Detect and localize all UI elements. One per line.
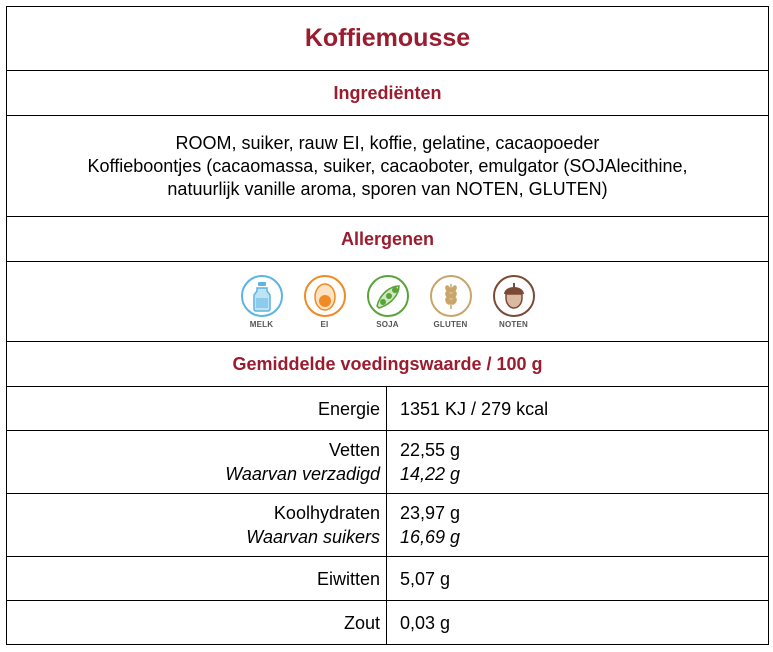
nutrition-label-cell [7,431,387,494]
ingredients-line: ROOM, suiker, rauw EI, koffie, gelatine, cacaopoeder [175,132,600,153]
egg-icon [303,274,347,318]
nutrition-label-cell [7,557,387,601]
nutrition-value: 23,97 g [400,503,461,523]
nutrition-label: Zout [343,612,380,633]
nutrition-sub-value: 16,69 g [400,527,461,547]
title-cell [7,7,769,71]
nutrition-row-energy [7,387,769,431]
allergen-label: NOTEN [499,320,528,329]
product-sheet [6,6,769,645]
nutrition-value: 22,55 g [400,440,461,460]
nutrition-value-cell [387,387,769,431]
nutrition-value: 1351 KJ / 279 kcal [400,398,549,419]
nutrition-row-salt [7,601,769,645]
nutrition-heading-cell [7,342,769,387]
nutrition-label: Koolhydraten [273,503,380,523]
allergen-egg [302,274,348,329]
ingredients-cell [7,116,769,217]
nutrition-row-fat [7,431,769,494]
wheat-icon [429,274,473,318]
ingredients-heading: Ingrediënten [333,82,442,103]
nutrition-sub-value: 14,22 g [400,464,461,484]
nutrition-label: Eiwitten [316,568,380,589]
allergen-icons [239,274,537,329]
nutrition-value-cell [387,557,769,601]
nutrition-sub-label: Waarvan suikers [246,527,380,547]
ingredients-line: natuurlijk vanille aroma, sporen van NOTEN, GLUTEN) [167,178,608,199]
allergen-label: GLUTEN [433,320,468,329]
nutrition-sub-label: Waarvan verzadigd [225,464,380,484]
allergen-nuts [491,274,537,329]
acorn-icon [492,274,536,318]
nutrition-value: 5,07 g [400,568,451,589]
nutrition-value: 0,03 g [400,612,451,633]
allergens-heading: Allergenen [340,228,435,249]
soy-bean-icon [366,274,410,318]
milk-bottle-icon [240,274,284,318]
allergen-label: EI [320,320,329,329]
nutrition-row-carbs [7,494,769,557]
nutrition-label-cell [7,494,387,557]
ingredients-heading-cell [7,71,769,116]
nutrition-label: Vetten [328,440,380,460]
nutrition-value-cell [387,431,769,494]
product-title: Koffiemousse [304,24,471,52]
allergens-heading-cell [7,217,769,262]
allergen-label: MELK [249,320,274,329]
nutrition-label-cell [7,387,387,431]
nutrition-heading: Gemiddelde voedingswaarde / 100 g [232,353,543,374]
allergens-cell [7,262,769,342]
nutrition-value-cell [387,494,769,557]
nutrition-value-cell [387,601,769,645]
allergen-label: SOJA [376,320,399,329]
nutrition-label: Energie [317,398,380,419]
allergen-gluten [428,274,474,329]
ingredients-line: Koffieboontjes (cacaomassa, suiker, cacaoboter, emulgator (SOJAlecithine, [87,155,688,176]
allergen-soy [365,274,411,329]
nutrition-row-protein [7,557,769,601]
nutrition-label-cell [7,601,387,645]
allergen-milk [239,274,285,329]
